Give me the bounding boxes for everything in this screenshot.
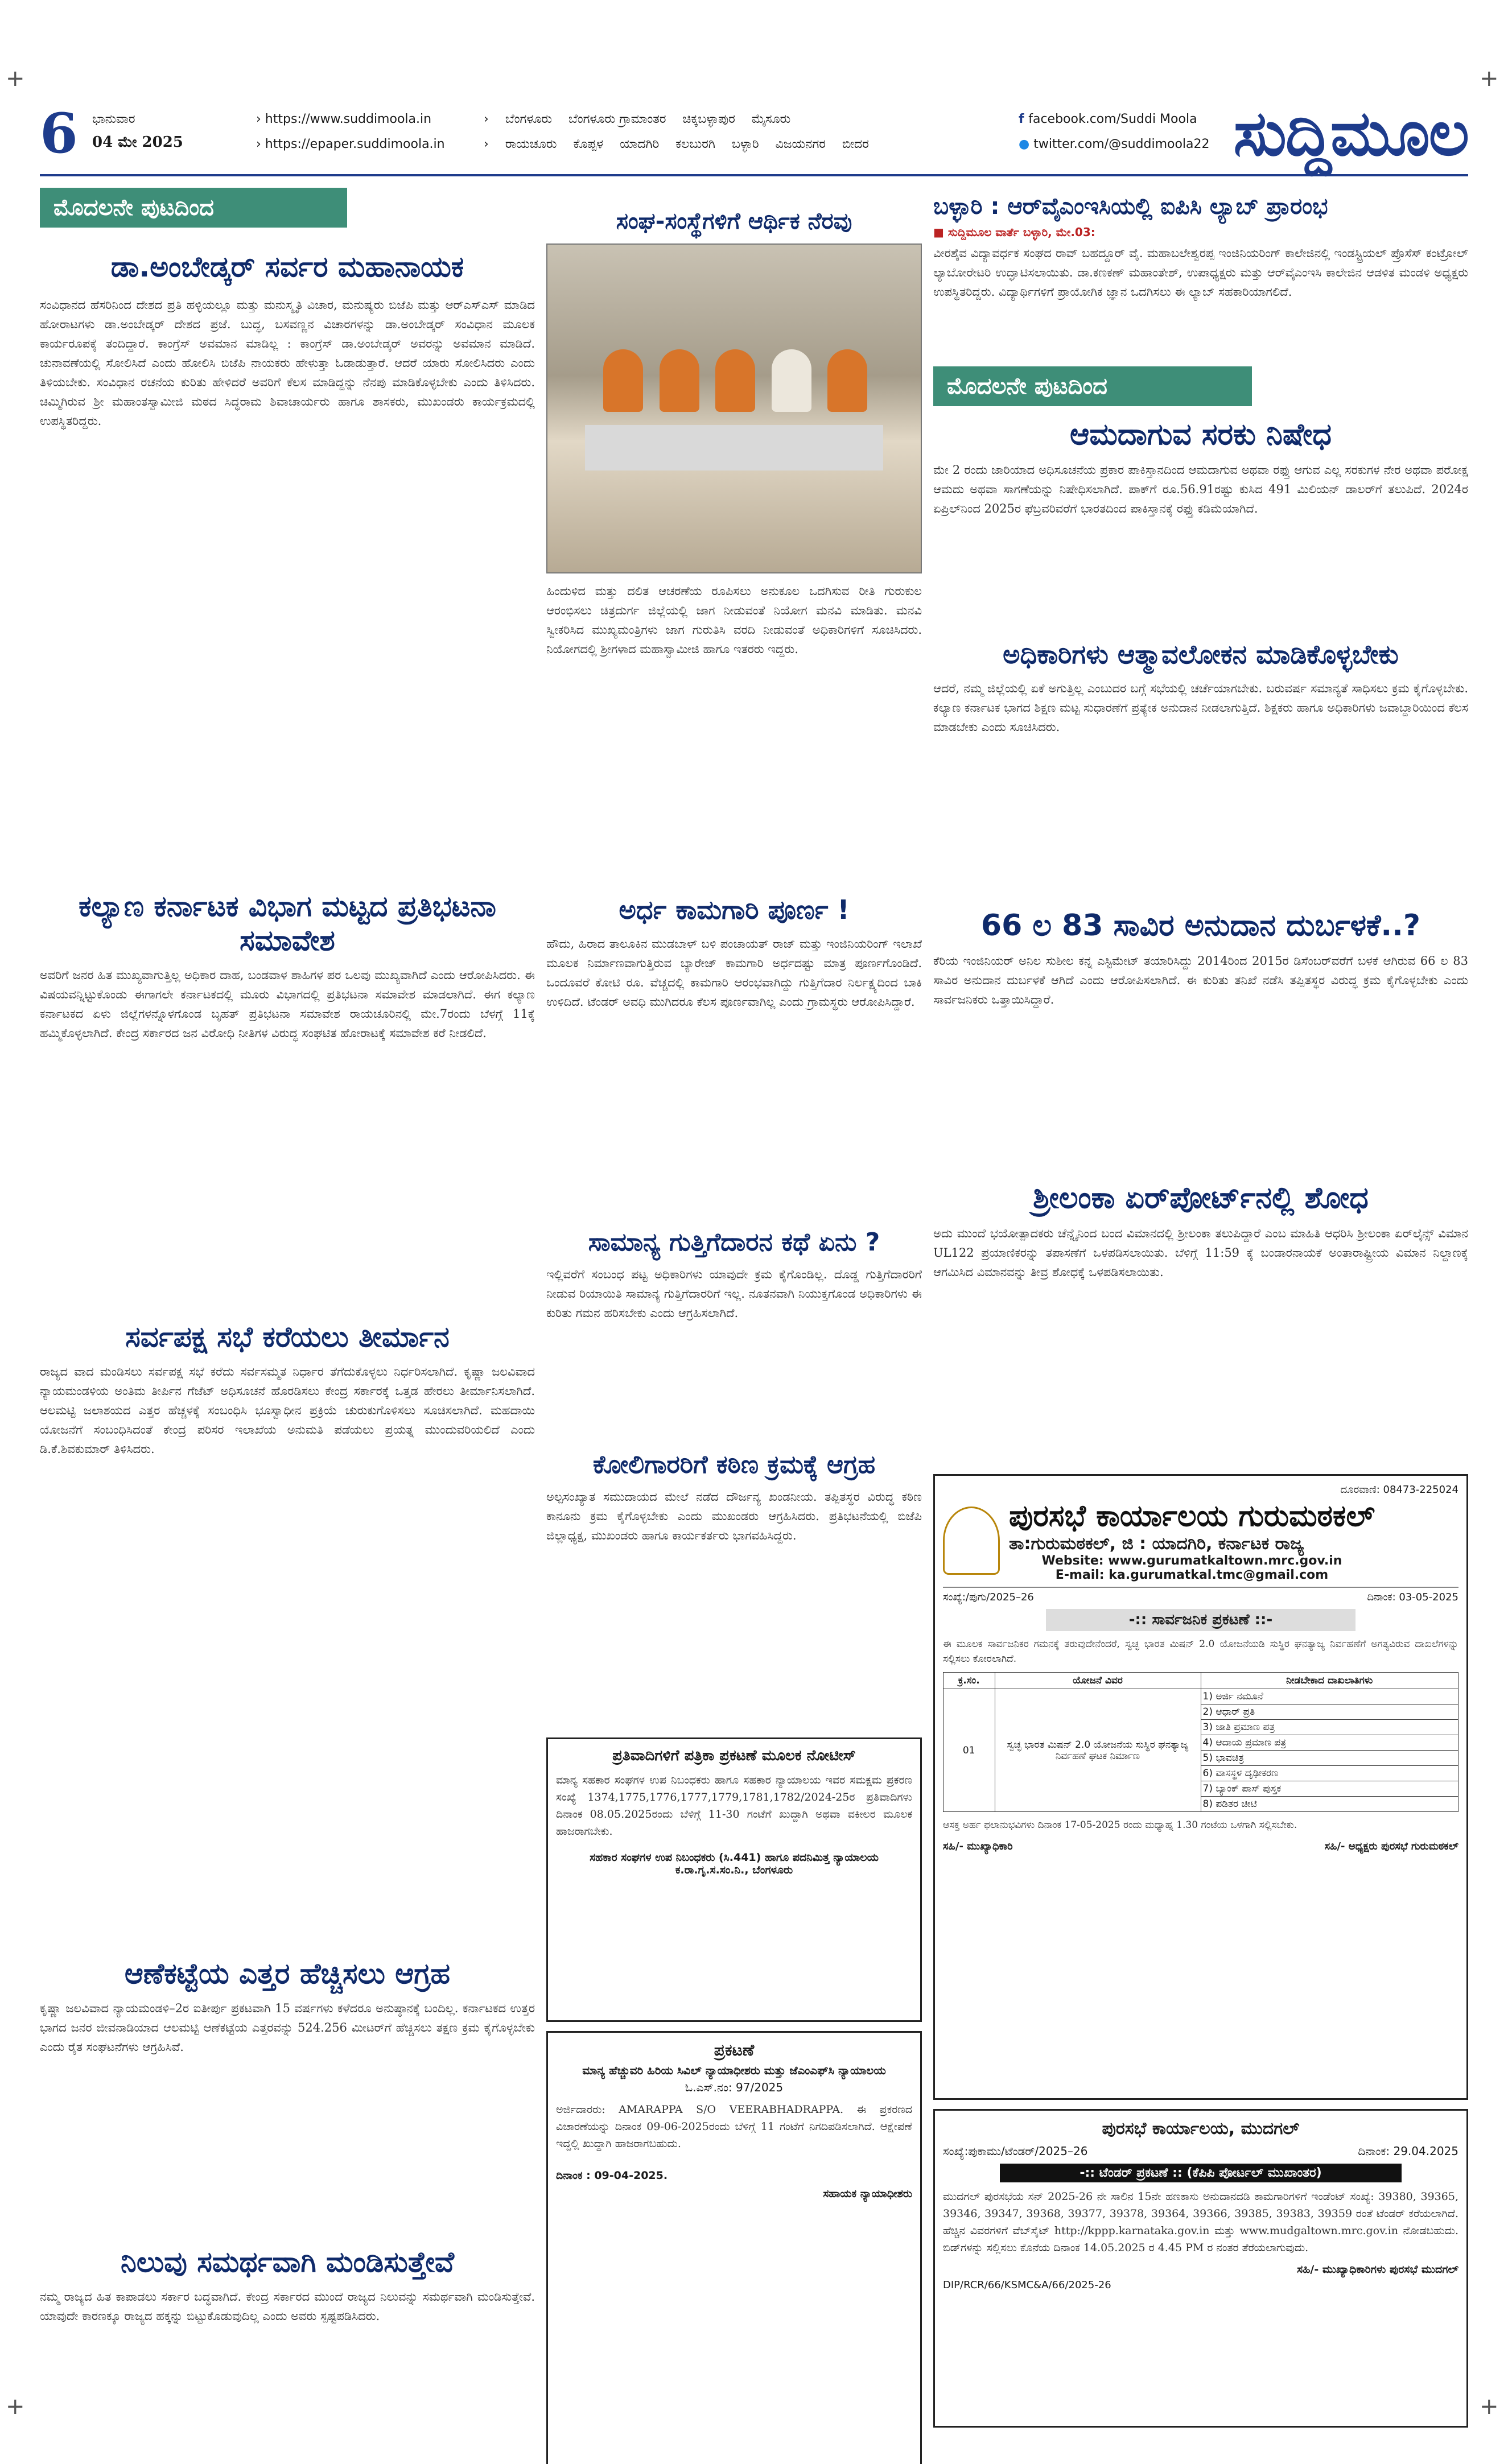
city-item: ಚಿಕ್ಕಬಳ್ಳಾಪುರ [682,112,735,126]
govt-emblem-icon [943,1507,1000,1575]
article-contractor: ಇಲ್ಲಿವರೆಗೆ ಸಂಬಂಧ ಪಟ್ಟ ಅಧಿಕಾರಿಗಳು ಯಾವುದೇ ಕ್ರಮ ಕೈಗೊಂಡಿಲ್ಲ. ದೊಡ್ಡ ಗುತ್ತಿಗೆದಾರರಿಗೆ ನೀಡುವ ರಿಯಾಯಿತಿ ಸಾಮಾನ್ಯ ಗುತ್ತಿಗೆದಾರರಿಗೆ ಇಲ್ಲ. ನೂತನವಾಗಿ ನಿಯುಕ್ತಗೊಂಡ ಅಧಿಕಾರಿಗಳು ಈ ಕುರಿತು ಗಮನ ಹರಿಸಬೇಕು ಎಂದು ಆಗ್ರಹಿಸಲಾಗಿದೆ. [546,1268,922,1320]
table-cell: 01 [943,1689,995,1812]
notice-body: ಮಾನ್ಯ ಸಹಕಾರ ಸಂಘಗಳ ಉಪ ನಿಬಂಧಕರು ಹಾಗೂ ಸಹಕಾರ ನ್ಯಾಯಾಲಯ ಇವರ ಸಮಕ್ಷಮ ಪ್ರಕರಣ ಸಂಖ್ಯೆ 1374,1775,1776,1777,1779,1781,1782/2024-25ರ ಪ್ರತಿವಾದಿಗಳು ದಿನಾಂಕ 08.05.2025ರಂದು ಬೆಳಿಗ್ಗೆ 11-30 ಗಂಟೆಗೆ ಖುದ್ದಾಗಿ ಅಥವಾ ವಕೀಲರ ಮೂಲಕ ಹಾಜರಾಗಬೇಕು. [556,1774,912,1838]
column-1 [40,188,535,2446]
url-block [256,107,445,157]
table-header: ನೀಡಬೇಕಾದ ದಾಖಲಾತಿಗಳು [1201,1673,1458,1689]
article-grant-misuse: ಕೆರಿಯ ಇಂಜಿನಿಯರ್ ಅನಿಲ ಸುಶೀಲ ಕನ್ನ ಎಸ್ಟಿಮೇಟ್ ತಯಾರಿಸಿದ್ದು 2014ರಿಂದ 2015ರ ಡಿಸೆಂಬರ್‌ವರೆಗೆ ಬಳಕೆ ಆಗಿರುವ 66 ಲ 83 ಸಾವಿರ ಅನುದಾನ ದುರ್ಬಳಕೆ ಆಗಿದೆ ಎಂದು ಆರೋಪಿಸಲಾಗಿದೆ. ಈ ಕುರಿತು ತನಿಖೆ ನಡೆಸಿ ತಪ್ಪಿತಸ್ಥರ ವಿರುದ್ಧ ಕ್ರಮ ಕೈಗೊಳ್ಳಬೇಕು ಎಂದು ಸಾರ್ವಜನಿಕರು ಒತ್ತಾಯಿಸಿದ್ದಾರೆ. [933,954,1468,1006]
headline-all-party-meeting: ಸರ್ವಪಕ್ಷ ಸಭೆ ಕರೆಯಲು ತೀರ್ಮಾನ [125,1320,450,1353]
city-list [484,107,1019,157]
page-number: 6 [40,101,78,166]
epaper-link[interactable]: https://epaper.suddimoola.in [265,137,445,151]
tender-title: ಪುರಸಭೆ ಕಾರ್ಯಾಲಯ, ಮುದಗಲ್ [1102,2119,1300,2139]
doc-item: 5) ಭಾವಚಿತ್ರ [1201,1751,1458,1766]
article-financial-aid: ಹಿಂದುಳಿದ ಮತ್ತು ದಲಿತ ಆಚರಣೆಯ ರೂಪಿಸಲು ಅನುಕೂಲ ಒದಗಿಸುವ ರೀತಿ ಗುರುಕುಲ ಆರಂಭಿಸಲು ಚಿತ್ರದುರ್ಗ ಜಿಲ್ಲೆಯಲ್ಲಿ ಜಾಗ ನೀಡುವಂತೆ ನಿಯೋಗ ಮನವಿ ಮಾಡಿತು. ಮನವಿ ಸ್ವೀಕರಿಸಿದ ಮುಖ್ಯಮಂತ್ರಿಗಳು ಜಾಗ ಗುರುತಿಸಿ ವರದಿ ನೀಡುವಂತೆ ಅಧಿಕಾರಿಗಳಿಗೆ ಸೂಚಿಸಿದರು. ನಿಯೋಗದಲ್ಲಿ ಶ್ರೀಗಳಾದ ಮಹಾಸ್ವಾಮೀಜಿ ಹಾಗೂ ಇತರರು ಇದ್ದರು. [546,584,922,656]
headline-ambedkar: ಡಾ.ಅಂಬೇಡ್ಕರ್ ಸರ್ವರ ಮಹಾನಾಯಕ [110,250,464,283]
doc-item: 6) ವಾಸಸ್ಥಳ ದೃಢೀಕರಣ [1201,1766,1458,1781]
city-item: ರಾಯಚೂರು [505,137,557,151]
notice-title: ಪ್ರಕಟಣೆ [714,2041,755,2059]
article-dam-height: ಕೃಷ್ಣಾ ಜಲವಿವಾದ ನ್ಯಾಯಮಂಡಳಿ–2ರ ಐತೀರ್ಪು ಪ್ರಕಟವಾಗಿ 15 ವರ್ಷಗಳು ಕಳೆದರೂ ಅನುಷ್ಠಾನಕ್ಕೆ ಬಂದಿಲ್ಲ. ಕರ್ನಾಟಕದ ಉತ್ತರ ಭಾಗದ ಜನರ ಜೀವನಾಡಿಯಾದ ಆಲಮಟ್ಟಿ ಆಣೆಕಟ್ಟೆಯ ಎತ್ತರವನ್ನು 524.256 ಮೀಟರ್‌ಗೆ ಹೆಚ್ಚಿಸಲು ತಕ್ಷಣ ಕ್ರಮ ಕೈಗೊಳ್ಳಬೇಕು ಎಂದು ರೈತ ಸಂಘಟನೆಗಳು ಆಗ್ರಹಿಸಿವೆ. [40,2001,535,2054]
tender-table [943,1672,1458,1812]
twitter-link[interactable]: twitter.com/@suddimoola22 [1033,137,1210,151]
registration-mark-bottom-right: + [1480,2393,1499,2420]
chevron-icon: › [256,137,265,151]
website-link[interactable]: https://www.suddimoola.in [265,112,432,126]
doc-item: 4) ಆದಾಯ ಪ್ರಮಾಣ ಪತ್ರ [1201,1735,1458,1751]
news-photo-meeting [546,243,922,573]
notice-signature: ಸಹಾಯಕ ನ್ಯಾಯಾಧೀಶರು [823,2188,912,2200]
article-stand: ನಮ್ಮ ರಾಜ್ಯದ ಹಿತ ಕಾಪಾಡಲು ಸರ್ಕಾರ ಬದ್ಧವಾಗಿದೆ. ಕೇಂದ್ರ ಸರ್ಕಾರದ ಮುಂದೆ ರಾಜ್ಯದ ನಿಲುವನ್ನು ಸಮರ್ಥವಾಗಿ ಮಂಡಿಸುತ್ತೇವೆ. ಯಾವುದೇ ಕಾರಣಕ್ಕೂ ರಾಜ್ಯದ ಹಕ್ಕನ್ನು ಬಿಟ್ಟುಕೊಡುವುದಿಲ್ಲ ಎಂದು ಅವರು ಸ್ಪಷ್ಟಪಡಿಸಿದರು. [40,2290,535,2323]
headline-introspection: ಅಧಿಕಾರಿಗಳು ಆತ್ಮಾವಲೋಕನ ಮಾಡಿಕೊಳ್ಳಬೇಕು [1003,639,1399,670]
tender-ref: ಸಂಖ್ಯೆ:/ಪುಗು/2025–26 [943,1591,1034,1603]
doc-item: 2) ಆಧಾರ್ ಪ್ರತಿ [1201,1704,1458,1720]
signature-left: ಸಹಿ/- ಮುಖ್ಯಾಧಿಕಾರಿ [943,1840,1013,1852]
facebook-icon: f [1019,112,1029,126]
tender-date: ದಿನಾಂಕ: 29.04.2025 [1358,2144,1458,2158]
tender-heading: -:: ಟೆಂಡರ್ ಪ್ರಕಟಣೆ :: (ಕೆಪಿಪಿ ಪೋರ್ಟಲ್ ಮುಖಾಂತರ) [1000,2164,1402,2182]
dateline: ■ ಸುದ್ದಿಮೂಲ ವಾರ್ತೆ ಬಳ್ಳಾರಿ, ಮೇ.03: [933,225,1095,239]
signature-right: ಸಹಿ/- ಅಧ್ಯಕ್ಷರು ಪುರಸಭೆ ಗುರುಮಠಕಲ್ [1324,1840,1458,1852]
headline-financial-aid: ಸಂಘ-ಸಂಸ್ಥೆಗಳಿಗೆ ಆರ್ಥಿಕ ನೆರವು [616,208,852,234]
city-item: ಬಳ್ಳಾರಿ [731,137,759,151]
registration-mark-top-right: + [1480,65,1499,92]
registration-mark-bottom-left: + [6,2393,25,2420]
social-links [1019,107,1210,157]
city-item: ಬೀದರ [842,137,869,151]
headline-srilanka-airport: ಶ್ರೀಲಂಕಾ ಏರ್‌ಪೋರ್ಟ್‌ನಲ್ಲಿ ಶೋಧ [1033,1181,1369,1215]
photo-figure [827,349,867,412]
headline-strict-action: ಕೋಲಿಗಾರರಿಗೆ ಕಠಿಣ ಕ್ರಮಕ್ಕೆ ಆಗ್ರಹ [592,1450,876,1479]
tender-mudgal [933,2109,1468,2428]
headline-stand: ನಿಲುವು ಸಮರ್ಥವಾಗಿ ಮಂಡಿಸುತ್ತೇವೆ [121,2246,454,2279]
tender-closing: ಆಸಕ್ತ ಅರ್ಹ ಫಲಾನುಭವಿಗಳು ದಿನಾಂಕ 17-05-2025 ರಂದು ಮಧ್ಯಾಹ್ನ 1.30 ಗಂಟೆಯ ಒಳಗಾಗಿ ಸಲ್ಲಿಸಬೇಕು. [943,1819,1297,1831]
article-strict-action: ಅಲ್ಪಸಂಖ್ಯಾತ ಸಮುದಾಯದ ಮೇಲೆ ನಡೆದ ದೌರ್ಜನ್ಯ ಖಂಡನೀಯ. ತಪ್ಪಿತಸ್ಥರ ವಿರುದ್ಧ ಕಠಿಣ ಕಾನೂನು ಕ್ರಮ ಕೈಗೊಳ್ಳಬೇಕು ಎಂದು ಮುಖಂಡರು ಆಗ್ರಹಿಸಿದರು. ಪ್ರತಿಭಟನೆಯಲ್ಲಿ ಬಿಜೆಪಿ ಜಿಲ್ಲಾಧ್ಯಕ್ಷ, ಮುಖಂಡರು ಹಾಗೂ ಕಾರ್ಯಕರ್ತರು ಭಾಗವಹಿಸಿದ್ದರು. [546,1490,922,1542]
chevron-icon: › [256,112,265,126]
headline-contractor: ಸಾಮಾನ್ಯ ಗುತ್ತಿಗೆದಾರನ ಕಥೆ ಏನು ? [588,1228,880,1257]
section-banner: ಮೊದಲನೇ ಪುಟದಿಂದ [40,188,347,228]
headline-grant-misuse: 66 ಲ 83 ಸಾವಿರ ಅನುದಾನ ದುರ್ಬಳಕೆ..? [980,909,1421,943]
city-item: ಬೆಂಗಳೂರು [505,112,552,126]
table-header: ಕ್ರ.ಸಂ. [943,1673,995,1689]
chevron-icon: › [484,112,489,126]
notice-signature: ಸಹಕಾರ ಸಂಘಗಳ ಉಪ ನಿಬಂಧಕರು (ಸಿ.441) ಹಾಗೂ ಪದನಿಮಿತ್ತ ನ್ಯಾಯಾಲಯ ಕ.ರಾ.ಗೃ.ಸ.ಸಂ.ನಿ., ಬೆಂಗಳೂರು [590,1851,879,1876]
facebook-link[interactable]: facebook.com/Suddi Moola [1028,112,1197,126]
tender-subtitle: ತಾ:ಗುರುಮಠಕಲ್, ಜಿ : ಯಾದಗಿರಿ, ಕರ್ನಾಟಕ ರಾಜ್ಯ [1009,1534,1304,1554]
masthead [40,97,1468,176]
city-item: ಕಲಬುರಗಿ [675,137,715,151]
tender-website: Website: www.gurumatkaltown.mrc.gov.in [1041,1554,1342,1568]
twitter-icon: ● [1019,137,1034,151]
article-all-party-meeting: ರಾಜ್ಯದ ವಾದ ಮಂಡಿಸಲು ಸರ್ವಪಕ್ಷ ಸಭೆ ಕರೆದು ಸರ್ವಸಮ್ಮತ ನಿರ್ಧಾರ ತೆಗೆದುಕೊಳ್ಳಲು ನಿರ್ಧರಿಸಲಾಗಿದೆ. ಕೃಷ್ಣಾ ಜಲವಿವಾದ ನ್ಯಾಯಮಂಡಳಿಯ ಅಂತಿಮ ತೀರ್ಪಿನ ಗೆಜೆಟ್ ಅಧಿಸೂಚನೆ ಹೊರಡಿಸಲು ಕೇಂದ್ರ ಸರ್ಕಾರಕ್ಕೆ ಒತ್ತಡ ಹೇರಲು ತೀರ್ಮಾನಿಸಲಾಗಿದೆ. ಆಲಮಟ್ಟಿ ಜಲಾಶಯದ ಎತ್ತರ ಹೆಚ್ಚಳಕ್ಕೆ ಸಂಬಂಧಿಸಿ ಭೂಸ್ವಾಧೀನ ಪ್ರಕ್ರಿಯೆ ಚುರುಕುಗೊಳಿಸಲು ಸೂಚಿಸಲಾಗಿದೆ. ಮಹದಾಯಿ ಯೋಜನೆಗೆ ಸಂಬಂಧಿಸಿದಂತೆ ಕೇಂದ್ರ ಪರಿಸರ ಇಲಾಖೆಯ ಅನುಮತಿ ಪಡೆಯಲು ಪ್ರಯತ್ನ ಮುಂದುವರಿಯಲಿದೆ ಎಂದು ಡಿ.ಕೆ.ಶಿವಕುಮಾರ್ ತಿಳಿಸಿದರು. [40,1365,535,1456]
headline-kalyana-karnataka: ಕಲ್ಯಾಣ ಕರ್ನಾಟಕ ವಿಭಾಗ ಮಟ್ಟದ ಪ್ರತಿಭಟನಾ ಸಮಾವೇಶ [79,890,496,957]
headline-half-work: ಅರ್ಧ ಕಾಮಗಾರಿ ಪೂರ್ಣ ! [619,894,850,925]
article-ipc-lab: ವೀರಶೈವ ವಿದ್ಯಾವರ್ಧಕ ಸಂಘದ ರಾವ್ ಬಹದ್ದೂರ್ ವೈ. ಮಹಾಬಲೇಶ್ವರಪ್ಪ ಇಂಜಿನಿಯರಿಂಗ್ ಕಾಲೇಜಿನಲ್ಲಿ ಇಂಡಸ್ಟ್ರಿಯಲ್ ಪ್ರೊಸೆಸ್ ಕಂಟ್ರೋಲ್ ಲ್ಯಾಬೋರೇಟರಿ ಉದ್ಘಾಟಿಸಲಾಯಿತು. ಡಾ.ಕಣಕಣ್ ಮಹಾಂತೇಶ್, ಉಪಾಧ್ಯಕ್ಷರು ಮತ್ತು ಆರ್‌ವೈಎಂಇಸಿ ಕಾಲೇಜಿನ ಆಡಳಿತ ಮಂಡಳಿ ಅಧ್ಯಕ್ಷರು ಉಪಸ್ಥಿತರಿದ್ದರು. ವಿದ್ಯಾರ್ಥಿಗಳಿಗೆ ಪ್ರಾಯೋಗಿಕ ಜ್ಞಾನ ಒದಗಿಸಲು ಈ ಲ್ಯಾಬ್ ಸಹಕಾರಿಯಾಗಲಿದೆ. [933,246,1468,299]
tender-signature: ಸಹಿ/- ಮುಖ್ಯಾಧಿಕಾರಿಗಳು ಪುರಸಭೆ ಮುದಗಲ್ [1297,2263,1458,2276]
section-banner: ಮೊದಲನೇ ಪುಟದಿಂದ [933,366,1252,406]
column-3 [933,188,1468,2428]
headline-ipc-lab: ಬಳ್ಳಾರಿ : ಆರ್‌ವೈಎಂಇಸಿಯಲ್ಲಿ ಐಪಿಸಿ ಲ್ಯಾಬ್ ಪ್ರಾರಂಭ [933,193,1328,220]
tender-phone: ದೂರವಾಣಿ: 08473-225024 [1340,1484,1458,1496]
notice-title: ಪ್ರತಿವಾದಿಗಳಿಗೆ ಪತ್ರಿಕಾ ಪ್ರಕಟಣೆ ಮೂಲಕ ನೋಟೀಸ್ [612,1747,856,1764]
article-kalyana-karnataka: ಅವರಿಗೆ ಜನರ ಹಿತ ಮುಖ್ಯವಾಗುತ್ತಿಲ್ಲ ಅಧಿಕಾರ ದಾಹ, ಬಂಡವಾಳ ಶಾಹಿಗಳ ಪರ ಒಲವು ಮುಖ್ಯವಾಗಿದೆ ಎಂದು ಆರೋಪಿಸಿದರು. ಈ ವಿಷಯವನ್ನಿಟ್ಟುಕೊಂಡು ಈಗಾಗಲೇ ಕರ್ನಾಟಕದಲ್ಲಿ ಮೂರು ವಿಭಾಗದಲ್ಲಿ ಪ್ರತಿಭಟನಾ ಸಮಾವೇಶ ಮಾಡಲಾಗಿದೆ. ಈಗ ಕಲ್ಯಾಣ ಕರ್ನಾಟಕದ ಏಳು ಜಿಲ್ಲೆಗಳನ್ನೊಳಗೊಂಡ ಬೃಹತ್ ಪ್ರತಿಭಟನಾ ಸಮಾವೇಶ ರಾಯಚೂರಿನಲ್ಲಿ ಮೇ.7ರಂದು ಬೆಳಗ್ಗೆ 11ಕ್ಕೆ ಹಮ್ಮಿಕೊಳ್ಳಲಾಗಿದೆ. ಕೇಂದ್ರ ಸರ್ಕಾರದ ಜನ ವಿರೋಧಿ ನೀತಿಗಳ ವಿರುದ್ಧ ಸಂಘಟಿತ ಹೋರಾಟಕ್ಕೆ ಸಮಾವೇಶ ಕರೆ ನೀಡಲಿದೆ. [40,968,535,1040]
photo-figure [715,349,755,412]
column-2 [546,188,922,2464]
photo-table-shape [585,425,884,471]
tender-code: DIP/RCR/66/KSMC&A/66/2025-26 [943,2279,1111,2291]
doc-item: 3) ಜಾತಿ ಪ್ರಮಾಣ ಪತ್ರ [1201,1720,1458,1735]
city-item: ಬೆಂಗಳೂರು ಗ್ರಾಮಾಂತರ [568,112,666,126]
registration-mark-top-left: + [6,65,25,92]
tender-email: E-mail: ka.gurumatkal.tmc@gmail.com [1055,1568,1329,1582]
city-item: ಕೊಪ್ಪಳ [573,137,604,151]
notice-subtitle: ಮಾನ್ಯ ಹೆಚ್ಚುವರಿ ಹಿರಿಯ ಸಿವಿಲ್ ನ್ಯಾಯಾಧೀಶರು ಮತ್ತು ಜೆಎಂಎಫ್‌ಸಿ ನ್ಯಾಯಾಲಯ [582,2063,886,2077]
tender-body: ಮುದಗಲ್ ಪುರಸಭೆಯ ಸನ್ 2025-26 ನೇ ಸಾಲಿನ 15ನೇ ಹಣಕಾಸು ಅನುದಾನದಡಿ ಕಾಮಗಾರಿಗಳಿಗೆ ಇಂಡೆಂಟ್ ಸಂಖ್ಯೆ: 39380, 39365, 39346, 39347, 39368, 39377, 39378, 39364, 39366, 39385, 39383, 39359 ರಂತೆ ಟೆಂಡರ್ ಕರೆಯಲಾಗಿದೆ. ಹೆಚ್ಚಿನ ವಿವರಗಳಿಗೆ ವೆಬ್‌ಸೈಟ್ http://kppp.karnataka.gov.in ಮತ್ತು www.mudgaltown.mrc.gov.in ನೋಡಬಹುದು. ಬಿಡ್‌ಗಳನ್ನು ಸಲ್ಲಿಸಲು ಕೊನೆಯ ದಿನಾಂಕ 14.05.2025 ರ 4.45 PM ರ ನಂತರ ತೆರೆಯಲಾಗುವುದು. [943,2190,1458,2254]
city-item: ವಿಜಯನಗರ [775,137,826,151]
photo-figure [603,349,643,412]
tender-heading: -:: ಸಾರ್ವಜನಿಕ ಪ್ರಕಟಣೆ ::- [1046,1609,1355,1631]
notice-body: ಅರ್ಜಿದಾರರು: AMARAPPA S/O VEERABHADRAPPA. ಈ ಪ್ರಕರಣದ ವಿಚಾರಣೆಯನ್ನು ದಿನಾಂಕ 09-06-2025ರಂದು ಬೆಳಿಗ್ಗೆ 11 ಗಂಟೆಗೆ ನಿಗದಿಪಡಿಸಲಾಗಿದೆ. ಆಕ್ಷೇಪಣೆ ಇದ್ದಲ್ಲಿ ಖುದ್ದಾಗಿ ಹಾಜರಾಗಬಹುದು. [556,2103,912,2150]
photo-figure [772,349,811,412]
tender-gurumatkal [933,1474,1468,2100]
article-ambedkar: ಸಂವಿಧಾನದ ಹೆಸರಿನಿಂದ ದೇಶದ ಪ್ರತಿ ಹಳ್ಳಿಯಲ್ಲೂ ಮತ್ತು ಮನುಸ್ಮೃತಿ ವಿಚಾರ, ಮನುಷ್ಯರು ಬಿಜೆಪಿ ಮತ್ತು ಆರ್‌ಎಸ್‌ಎಸ್ ಮಾಡಿದ ಹೋರಾಟಗಳು ಡಾ.ಅಂಬೇಡ್ಕರ್ ದೇಶದ ಪ್ರಜೆ. ಬುದ್ಧ, ಬಸವಣ್ಣನ ವಿಚಾರಗಳನ್ನು ಡಾ.ಅಂಬೇಡ್ಕರ್ ಸಂವಿಧಾನ ಮೂಲಕ ಕಾರ್ಯರೂಪಕ್ಕೆ ತಂದಿದ್ದಾರೆ. ಕಾಂಗ್ರೆಸ್ ಅವಮಾನ ಮಾಡಿಲ್ಲ : ಕಾಂಗ್ರೆಸ್ ಡಾ.ಅಂಬೇಡ್ಕರ್ ಅವರನ್ನು ಅವಮಾನ ಮಾಡಿದೆ. ಚುನಾವಣೆಯಲ್ಲಿ ಸೋಲಿಸಿದೆ ಎಂದು ಹೋಲಿಸಿ ಬಿಜೆಪಿ ನಾಯಕರು ಹೇಳುತ್ತಾ ಓಡಾಡುತ್ತಾರೆ. ಆದರೆ ಯಾರು ಸೋಲಿಸಿದರು ಎಂದು ತಿಳಿಯಬೇಕು. ಸಂವಿಧಾನ ರಚನೆಯ ಕುರಿತು ಹೇಳಿದರೆ ಅವರಿಗೆ ಕೆಲಸ ಮಾಡಿದ್ದನ್ನು ನೆನಪು ಮಾಡಿಕೊಳ್ಳಬೇಕು ಎಂದು ತಿಳಿಸಿದರು. ಚಿಮ್ಮಿಗಿರುವ ಶ್ರೀ ಮಹಾಂತಸ್ವಾಮೀಜಿ ಮಠದ ಸಿದ್ಧರಾಮ ಶಿವಾಚಾರ್ಯರು ಹಾಗೂ ಶಾಸಕರು, ಮುಖಂಡರು ಕಾರ್ಯಕ್ರಮದಲ್ಲಿ ಉಪಸ್ಥಿತರಿದ್ದರು. [40,298,535,428]
doc-item: 1) ಅರ್ಜಿ ನಮೂನೆ [1201,1689,1458,1704]
page-date [92,108,183,155]
table-cell: ಸ್ವಚ್ಛ ಭಾರತ ಮಿಷನ್ 2.0 ಯೋಜನೆಯ ಸುಸ್ಥಿರ ಘನತ್ಯಾಜ್ಯ ನಿರ್ವಹಣೆ ಘಟಕ ನಿರ್ಮಾಣ [995,1689,1201,1812]
city-item: ಮೈಸೂರು [751,112,791,126]
court-notice-box [546,1737,922,2022]
notice-case-number: ಓ.ಎಸ್.ನಂ: 97/2025 [685,2081,784,2094]
day-label: ಭಾನುವಾರ [92,112,135,126]
table-header: ಯೋಜನೆ ವಿವರ [995,1673,1201,1689]
photo-figure [660,349,699,412]
article-srilanka-airport: ಅದು ಮುಂದೆ ಭಯೋತ್ಪಾದಕರು ಚೆನ್ನೈನಿಂದ ಬಂದ ವಿಮಾನದಲ್ಲಿ ಶ್ರೀಲಂಕಾ ತಲುಪಿದ್ದಾರೆ ಎಂಬ ಮಾಹಿತಿ ಆಧರಿಸಿ ಶ್ರೀಲಂಕಾ ಏರ್‌ಲೈನ್ಸ್ ವಿಮಾನ UL122 ಪ್ರಯಾಣಿಕರನ್ನು ತಪಾಸಣೆಗೆ ಒಳಪಡಿಸಲಾಯಿತು. ಬೆಳಿಗ್ಗೆ 11:59 ಕ್ಕೆ ಬಂಡಾರನಾಯಕೆ ಅಂತಾರಾಷ್ಟ್ರೀಯ ವಿಮಾನ ನಿಲ್ದಾಣಕ್ಕೆ ಆಗಮಿಸಿದ ವಿಮಾನವನ್ನು ತೀವ್ರ ಶೋಧಕ್ಕೆ ಒಳಪಡಿಸಲಾಯಿತು. [933,1227,1468,1279]
article-introspection: ಆದರೆ, ನಮ್ಮ ಜಿಲ್ಲೆಯಲ್ಲಿ ಏಕೆ ಅಗುತ್ತಿಲ್ಲ ಎಂಬುದರ ಬಗ್ಗೆ ಸಭೆಯಲ್ಲಿ ಚರ್ಚೆಯಾಗಬೇಕು. ಬರುವರ್ಷ ಸಮಾನ್ಯತೆ ಸಾಧಿಸಲು ಕ್ರಮ ಕೈಗೊಳ್ಳಬೇಕು. ಕಲ್ಯಾಣ ಕರ್ನಾಟಕ ಭಾಗದ ಶಿಕ್ಷಣ ಮಟ್ಟ ಸುಧಾರಣೆಗೆ ಪ್ರತ್ಯೇಕ ಅನುದಾನ ನೀಡಲಾಗುತ್ತಿದೆ. ಶಿಕ್ಷಕರು ಹಾಗೂ ಅಧಿಕಾರಿಗಳು ಜವಾಬ್ದಾರಿಯಿಂದ ಕೆಲಸ ಮಾಡಬೇಕು ಎಂದು ಸೂಚಿಸಿದರು. [933,682,1468,734]
article-half-work: ಹೌದು, ಹಿರಾದ ತಾಲೂಕಿನ ಮುಡಬಾಳ್ ಬಳಿ ಪಂಚಾಯತ್ ರಾಜ್ ಮತ್ತು ಇಂಜಿನಿಯರಿಂಗ್ ಇಲಾಖೆ ಮೂಲಕ ನಿರ್ಮಾಣವಾಗುತ್ತಿರುವ ಬ್ಯಾರೇಜ್ ಕಾಮಗಾರಿ ಅರ್ಧದಷ್ಟು ಮಾತ್ರ ಪೂರ್ಣಗೊಂಡಿದೆ. ಒಂದೂವರೆ ಕೋಟಿ ರೂ. ವೆಚ್ಚದಲ್ಲಿ ಕಾಮಗಾರಿ ಆರಂಭವಾಗಿದ್ದು ಗುತ್ತಿಗೆದಾರ ನಿರ್ಲಕ್ಷ್ಯದಿಂದ ಬಾಕಿ ಉಳಿದಿದೆ. ಟೆಂಡರ್ ಅವಧಿ ಮುಗಿದರೂ ಕೆಲಸ ಪೂರ್ಣವಾಗಿಲ್ಲ ಎಂದು ಗ್ರಾಮಸ್ಥರು ಆರೋಪಿಸಿದ್ದಾರೆ. [546,937,922,1009]
city-item: ಯಾದಗಿರಿ [620,137,660,151]
tender-ref: ಸಂಖ್ಯೆ:ಪುಕಾಮು/ಟೆಂಡರ್/2025–26 [943,2144,1088,2158]
headline-import-ban: ಆಮದಾಗುವ ಸರಕು ನಿಷೇಧ [1070,418,1332,452]
docs-cell [1201,1689,1458,1812]
newspaper-logo: ಸುದ್ದಿಮೂಲ [1233,97,1468,170]
tender-title: ಪುರಸಭೆ ಕಾರ್ಯಾಲಯ ಗುರುಮಠಕಲ್ [1009,1499,1375,1533]
court-notice-box-2 [546,2031,922,2464]
doc-item: 8) ಪಡಿತರ ಚೀಟಿ [1202,1798,1257,1810]
headline-dam-height: ಆಣೆಕಟ್ಟೆಯ ಎತ್ತರ ಹೆಚ್ಚಿಸಲು ಆಗ್ರಹ [124,1957,451,1990]
tender-intro: ಈ ಮೂಲಕ ಸಾರ್ವಜನಿಕರ ಗಮನಕ್ಕೆ ತರುವುದೇನೆಂದರೆ, ಸ್ವಚ್ಛ ಭಾರತ ಮಿಷನ್ 2.0 ಯೋಜನೆಯಡಿ ಸುಸ್ಥಿರ ಘನತ್ಯಾಜ್ಯ ನಿರ್ವಹಣೆಗೆ ಅಗತ್ಯವಿರುವ ದಾಖಲೆಗಳನ್ನು ಸಲ್ಲಿಸಲು ಕೋರಲಾಗಿದೆ. [943,1638,1458,1665]
notice-date: ದಿನಾಂಕ : 09-04-2025. [556,2169,668,2182]
doc-item: 7) ಬ್ಯಾಂಕ್ ಪಾಸ್ ಪುಸ್ತಕ [1201,1781,1458,1797]
chevron-icon: › [484,137,489,151]
article-import-ban: ಮೇ 2 ರಂದು ಜಾರಿಯಾದ ಅಧಿಸೂಚನೆಯ ಪ್ರಕಾರ ಪಾಕಿಸ್ತಾನದಿಂದ ಆಮದಾಗುವ ಅಥವಾ ರಫ್ತು ಆಗುವ ಎಲ್ಲ ಸರಕುಗಳ ನೇರ ಅಥವಾ ಪರೋಕ್ಷ ಆಮದು ಅಥವಾ ಸಾಗಣೆಯನ್ನು ನಿಷೇಧಿಸಲಾಗಿದೆ. ಪಾಕ್‌ಗೆ ರೂ.56.91ರಷ್ಟು ಕುಸಿದ 491 ಮಿಲಿಯನ್ ಡಾಲರ್‌ಗೆ ತಲುಪಿದೆ. 2024ರ ಏಪ್ರಿಲ್‌ನಿಂದ 2025ರ ಫೆಬ್ರವರಿವರೆಗೆ ಭಾರತದಿಂದ ಪಾಕಿಸ್ತಾನಕ್ಕೆ ರಫ್ತು ಕಡಿಮೆಯಾಗಿದೆ. [933,463,1468,515]
tender-date: ದಿನಾಂಕ: 03-05-2025 [1367,1591,1458,1603]
date-label: 04 ಮೇ 2025 [92,134,183,151]
